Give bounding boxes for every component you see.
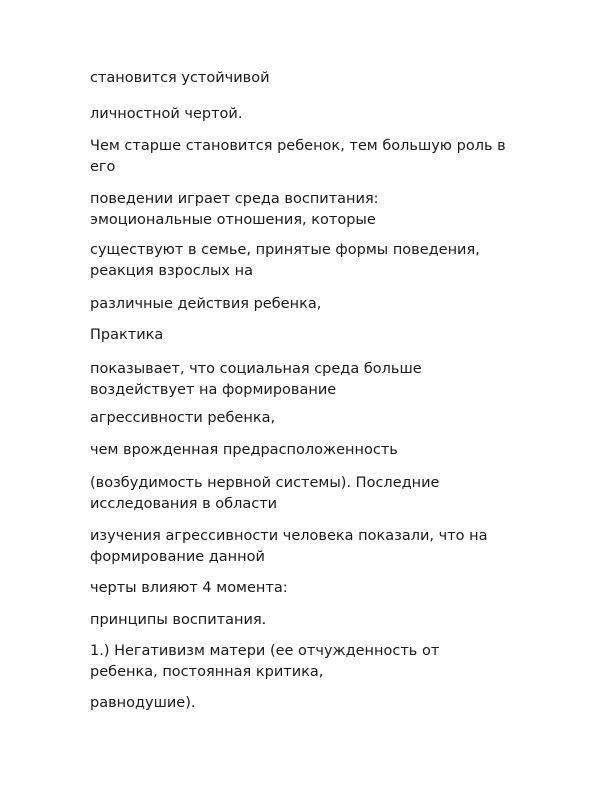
paragraph-16: равнодушие). bbox=[90, 695, 196, 711]
paragraph-9: агрессивности ребенка, bbox=[90, 410, 276, 426]
paragraph-13: черты влияют 4 момента: bbox=[90, 580, 288, 596]
paragraph-11: (возбудимость нервной системы). Последние исследования в области bbox=[90, 475, 440, 512]
paragraph-14: принципы воспитания. bbox=[90, 612, 267, 628]
paragraph-4: поведении играет среда воспитания: эмоциональные отношения, которые bbox=[90, 191, 379, 228]
paragraph-2: личностной чертой. bbox=[90, 106, 243, 122]
paragraph-6: различные действия ребенка, bbox=[90, 296, 322, 312]
paragraph-1: становится устойчивой bbox=[90, 70, 270, 86]
paragraph-12: изучения агрессивности человека показали, что на формирование данной bbox=[90, 528, 488, 565]
paragraph-3: Чем старше становится ребенок, тем большую роль в его bbox=[90, 138, 506, 175]
paragraph-5: существуют в семье, принятые формы поведения, реакция взрослых на bbox=[90, 242, 480, 279]
paragraph-10: чем врожденная предрасположенность bbox=[90, 442, 398, 458]
paragraph-7: Практика bbox=[90, 327, 164, 343]
paragraph-8: показывает, что социальная среда больше воздействует на формирование bbox=[90, 361, 422, 398]
paragraph-15: 1.) Негативизм матери (ее отчужденность от ребенка, постоянная критика, bbox=[90, 643, 440, 680]
